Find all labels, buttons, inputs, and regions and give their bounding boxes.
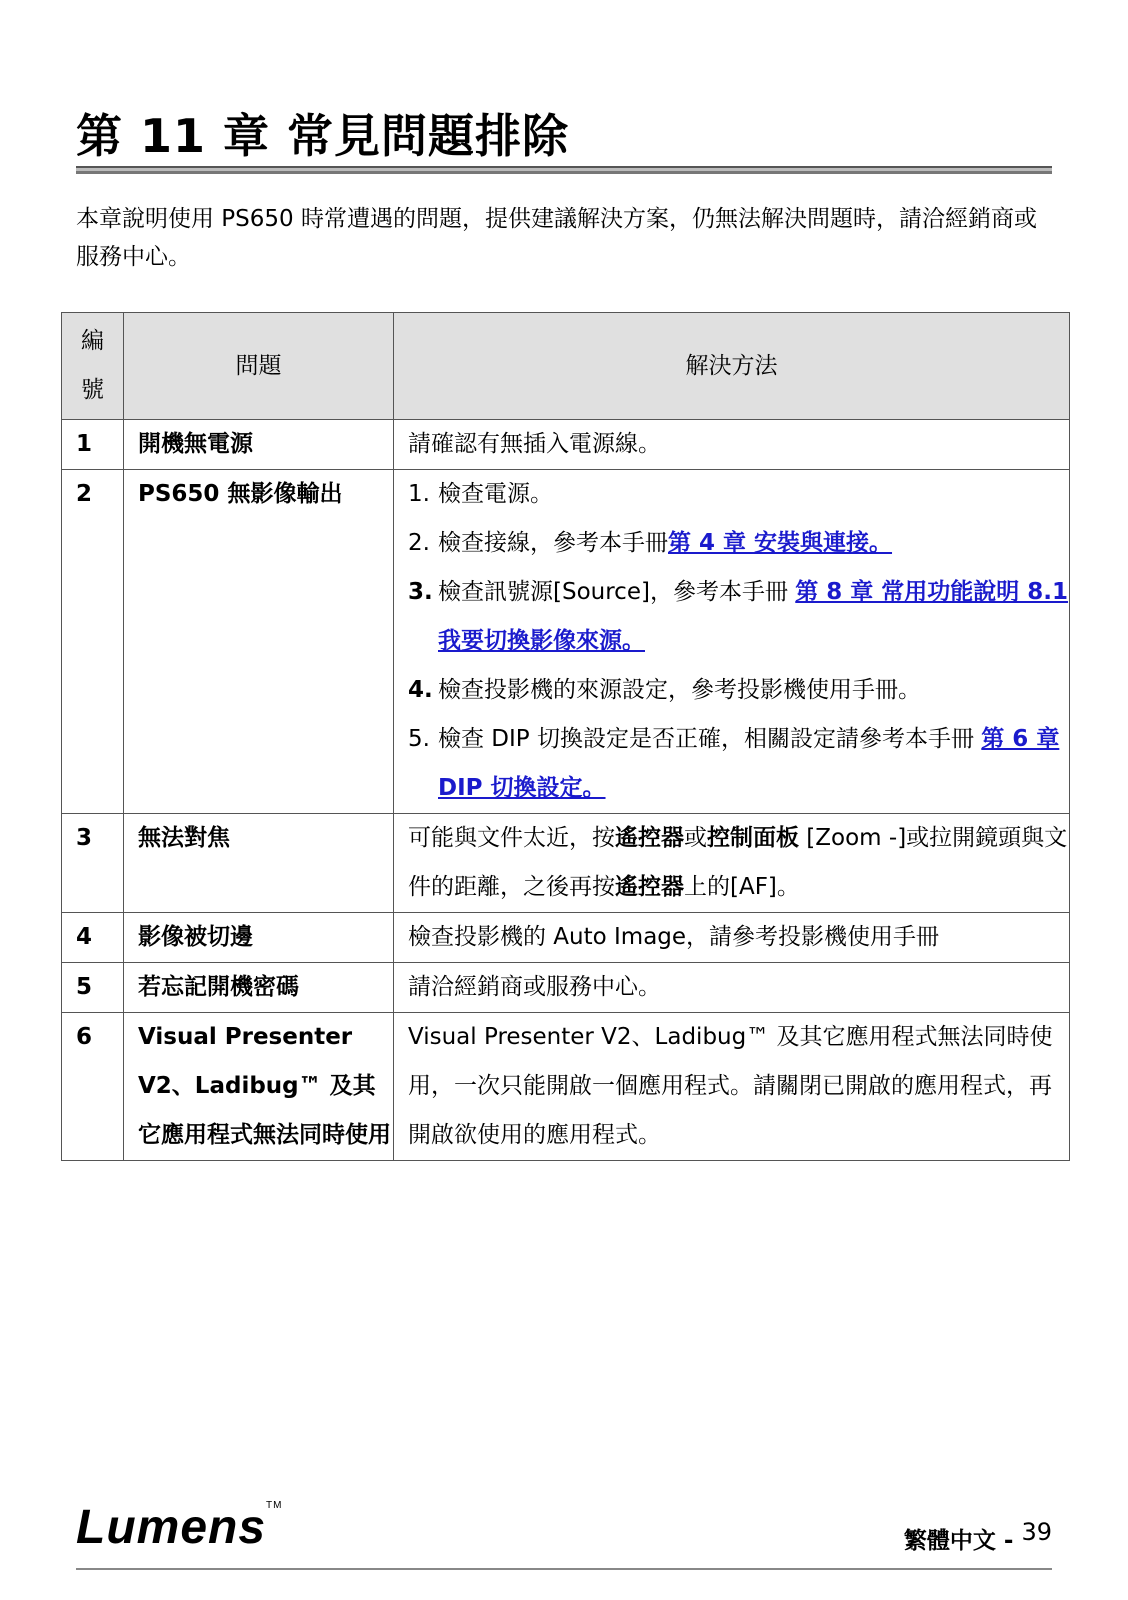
troubleshooting-table: [61, 312, 1070, 1161]
step-number: 4.: [408, 677, 433, 703]
header-problem: 問題: [124, 313, 394, 420]
step-number: 2.: [408, 530, 430, 556]
page-title: 第 11 章 常見問題排除: [76, 109, 570, 163]
table-row: [62, 420, 1070, 470]
chapter-8-link[interactable]: 第 8 章 常用功能說明 8.1 我要切換影像來源。: [438, 579, 1069, 654]
row-problem: 影像被切邊: [124, 913, 394, 963]
remote-control-term: 遙控器: [615, 825, 684, 851]
row-number: 6: [62, 1013, 124, 1161]
row-problem: PS650 無影像輸出: [124, 470, 394, 814]
step-text: 檢查電源。: [438, 481, 553, 507]
row-problem: 無法對焦: [124, 814, 394, 913]
solution-step: [408, 715, 1069, 813]
table-row: [62, 470, 1070, 814]
chapter-6-link[interactable]: 第 6 章 DIP 切換設定。: [438, 726, 1060, 801]
control-panel-term: 控制面板: [707, 825, 799, 851]
solution-text: 可能與文件太近，按: [408, 825, 615, 851]
solution-text: 上的[AF]。: [684, 874, 800, 900]
table-row: [62, 814, 1070, 913]
step-number: 3.: [408, 579, 433, 605]
row-solution: [394, 814, 1070, 913]
table-header-row: [62, 313, 1070, 420]
footer-divider: [76, 1568, 1052, 1570]
footer-language: 繁體中文: [903, 1528, 996, 1554]
row-problem: 開機無電源: [124, 420, 394, 470]
solution-text: [Zoom -]或拉開鏡頭與文件的距離，之後再按: [408, 825, 1068, 900]
step-text: 檢查訊號源[Source]，參考本手冊: [438, 579, 796, 605]
step-number: 1.: [408, 481, 430, 507]
table-row: [62, 913, 1070, 963]
row-number: 2: [62, 470, 124, 814]
table-row: [62, 963, 1070, 1013]
step-text: 檢查投影機的來源設定，參考投影機使用手冊。: [438, 677, 921, 703]
row-number: 4: [62, 913, 124, 963]
row-solution: 請確認有無插入電源線。: [394, 420, 1070, 470]
page-footer: [904, 1518, 1052, 1555]
title-divider: [76, 166, 1052, 174]
header-solution: 解決方法: [394, 313, 1070, 420]
footer-separator: -: [995, 1528, 1022, 1554]
trademark-mark: TM: [266, 1500, 283, 1511]
solution-step: [408, 568, 1069, 666]
header-number: 編號: [62, 313, 124, 420]
remote-control-term: 遙控器: [615, 874, 684, 900]
row-number: 1: [62, 420, 124, 470]
row-solution: Visual Presenter V2、Ladibug™ 及其它應用程式無法同時使用，一次只能開啟一個應用程式。請關閉已開啟的應用程式，再開啟欲使用的應用程式。: [394, 1013, 1070, 1161]
chapter-4-link[interactable]: 第 4 章 安裝與連接。: [668, 530, 893, 556]
intro-paragraph: 本章說明使用 PS650 時常遭遇的問題，提供建議解決方案，仍無法解決問題時，請洽經銷商或服務中心。: [76, 206, 1037, 270]
row-problem: Visual Presenter V2、Ladibug™ 及其它應用程式無法同時使用: [124, 1013, 394, 1161]
row-number: 5: [62, 963, 124, 1013]
row-problem: 若忘記開機密碼: [124, 963, 394, 1013]
table-row: [62, 1013, 1070, 1161]
step-number: 5.: [408, 726, 430, 752]
solution-text: 或: [684, 825, 707, 851]
solution-step: [408, 666, 1069, 715]
page-number: 39: [1021, 1518, 1052, 1546]
lumens-logo: [76, 1500, 282, 1555]
step-text: 檢查 DIP 切換設定是否正確，相關設定請參考本手冊: [438, 726, 982, 752]
step-text: 檢查接線，參考本手冊: [438, 530, 668, 556]
solution-step: [408, 519, 1069, 568]
row-number: 3: [62, 814, 124, 913]
row-solution: 請洽經銷商或服務中心。: [394, 963, 1070, 1013]
logo-text: Lumens: [76, 1501, 267, 1554]
row-solution-steps: [394, 470, 1070, 814]
solution-step: [408, 470, 1069, 519]
row-solution: 檢查投影機的 Auto Image，請參考投影機使用手冊: [394, 913, 1070, 963]
